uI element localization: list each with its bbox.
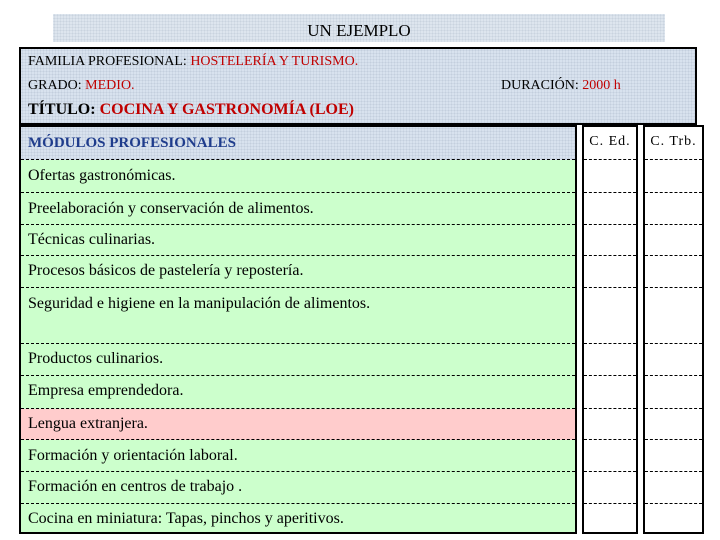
modules-header: MÓDULOS PROFESIONALES: [21, 127, 575, 160]
module-row-2: Preelaboración y conservación de alimentos.: [21, 193, 575, 225]
module-row-3: Técnicas culinarias.: [21, 225, 575, 256]
grado-line: [28, 78, 135, 94]
c-trb-cell[interactable]: [645, 160, 702, 193]
header-box: [19, 47, 697, 125]
c-trb-header: C. Trb.: [645, 127, 702, 160]
page-title-text: UN EJEMPLO: [307, 21, 411, 40]
module-row-9: Formación y orientación laboral.: [21, 440, 575, 472]
duracion-label: DURACIÓN:: [501, 78, 579, 93]
c-trb-cell[interactable]: [645, 193, 702, 225]
c-ed-column: [582, 125, 638, 534]
c-trb-cell[interactable]: [645, 344, 702, 376]
c-ed-cell[interactable]: [584, 472, 636, 504]
c-ed-cell[interactable]: [584, 376, 636, 409]
c-ed-cell[interactable]: [584, 160, 636, 193]
familia-label: FAMILIA PROFESIONAL:: [28, 54, 187, 69]
c-ed-cell[interactable]: [584, 409, 636, 440]
c-ed-cell[interactable]: [584, 256, 636, 288]
duracion-value: 2000 h: [582, 78, 621, 93]
c-trb-cell[interactable]: [645, 256, 702, 288]
modules-table: [19, 125, 704, 534]
c-trb-cell[interactable]: [645, 288, 702, 344]
titulo-label: TÍTULO:: [28, 101, 96, 118]
familia-line: [28, 54, 358, 70]
c-ed-header: C. Ed.: [584, 127, 636, 160]
c-ed-cell[interactable]: [584, 193, 636, 225]
module-row-7: Empresa emprendedora.: [21, 376, 575, 409]
c-trb-cell[interactable]: [645, 440, 702, 472]
c-trb-cell[interactable]: [645, 472, 702, 504]
c-ed-cell[interactable]: [584, 440, 636, 472]
module-row-8: Lengua extranjera.: [21, 409, 575, 440]
titulo-line: [28, 101, 354, 119]
c-trb-cell[interactable]: [645, 409, 702, 440]
c-trb-column: [643, 125, 704, 534]
module-row-11: Cocina en miniatura: Tapas, pinchos y aperitivos.: [28, 510, 344, 527]
module-row-6: Productos culinarios.: [21, 344, 575, 376]
grado-value: MEDIO.: [85, 78, 135, 93]
module-row-10: Formación en centros de trabajo .: [21, 472, 575, 504]
module-row-1: Ofertas gastronómicas.: [21, 160, 575, 193]
c-trb-cell[interactable]: [645, 376, 702, 409]
c-ed-cell[interactable]: [584, 344, 636, 376]
titulo-value: COCINA Y GASTRONOMÍA (LOE): [99, 101, 354, 118]
c-ed-cell[interactable]: [584, 288, 636, 344]
page-title: [53, 14, 665, 42]
modules-column: [19, 125, 577, 534]
module-row-4: Procesos básicos de pastelería y repostería.: [21, 256, 575, 288]
module-row-5: Seguridad e higiene en la manipulación de alimentos.: [21, 288, 575, 344]
c-ed-cell[interactable]: [584, 225, 636, 256]
c-trb-cell[interactable]: [645, 225, 702, 256]
grado-label: GRADO:: [28, 78, 82, 93]
familia-value: HOSTELERÍA Y TURISMO.: [190, 54, 359, 69]
duracion-line: [501, 78, 621, 94]
